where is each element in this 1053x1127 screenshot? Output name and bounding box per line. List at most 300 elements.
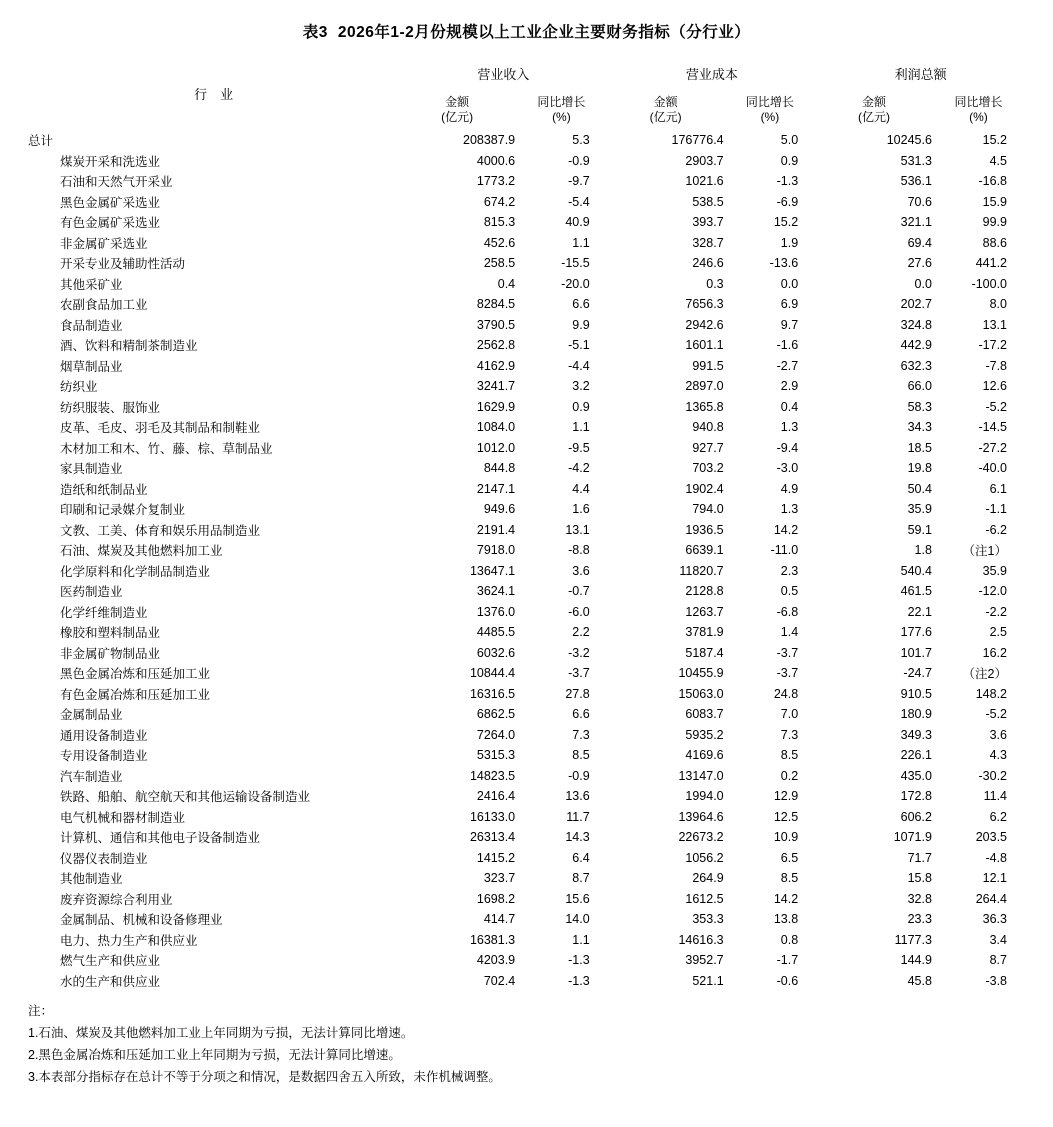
row-cost-growth: 14.2 <box>773 522 799 537</box>
table-row <box>28 622 1025 643</box>
row-profit-growth: 6.2 <box>989 809 1007 824</box>
table-row <box>28 335 1025 356</box>
row-revenue-amount: 815.3 <box>483 215 516 230</box>
row-cost-growth: 0.4 <box>780 399 799 414</box>
table-row <box>28 315 1025 336</box>
row-revenue-growth: -0.7 <box>568 584 590 599</box>
row-cost-growth: 6.9 <box>780 297 799 312</box>
row-cost-growth: 13.8 <box>773 912 799 927</box>
row-revenue-amount: 1415.2 <box>476 850 516 865</box>
table-row <box>28 212 1025 233</box>
row-profit-growth: 6.1 <box>989 481 1007 496</box>
row-revenue-growth: -5.1 <box>568 338 590 353</box>
row-profit-growth: -3.8 <box>985 973 1007 988</box>
row-cost-amount: 14616.3 <box>678 932 724 947</box>
row-cost-growth: -11.0 <box>770 543 799 558</box>
row-profit-amount: 540.4 <box>900 563 932 578</box>
row-cost-amount: 5935.2 <box>685 727 724 742</box>
subheader-amount-line1: 金额 <box>445 95 470 109</box>
row-profit-amount: 69.4 <box>907 235 932 250</box>
row-revenue-amount: 6862.5 <box>476 707 516 722</box>
table-body <box>28 130 1025 991</box>
row-revenue-growth: 3.6 <box>572 563 590 578</box>
row-cost-growth: -1.3 <box>776 174 799 189</box>
row-cost-amount: 3781.9 <box>685 625 724 640</box>
row-profit-amount: 1177.3 <box>894 932 932 947</box>
row-profit-amount: 324.8 <box>900 317 932 332</box>
row-profit-growth: 148.2 <box>975 686 1007 701</box>
row-profit-growth: -16.8 <box>978 174 1007 189</box>
row-industry-name: 计算机、通信和其他电子设备制造业 <box>60 831 261 846</box>
row-industry-name: 开采专业及辅助性活动 <box>60 257 186 272</box>
table-row <box>28 274 1025 295</box>
row-profit-amount: 45.8 <box>907 973 932 988</box>
row-cost-amount: 1994.0 <box>685 789 724 804</box>
row-profit-growth: 11.4 <box>983 789 1007 804</box>
row-revenue-amount: 258.5 <box>483 256 516 271</box>
subheader-amount-line2: (亿元) <box>649 110 682 124</box>
row-profit-amount: 50.4 <box>907 481 932 496</box>
row-cost-growth: 12.5 <box>773 809 799 824</box>
table-row <box>28 438 1025 459</box>
subheader-revenue-amount <box>399 90 515 130</box>
row-profit-growth: （注2） <box>962 667 1007 682</box>
table-row <box>28 971 1025 992</box>
row-cost-amount: 794.0 <box>692 502 724 517</box>
row-industry-name: 化学纤维制造业 <box>60 605 148 620</box>
row-industry-name: 通用设备制造业 <box>60 728 148 743</box>
row-cost-growth: 7.3 <box>780 727 799 742</box>
row-cost-growth: 0.0 <box>780 276 799 291</box>
row-industry-name: 皮革、毛皮、羽毛及其制品和制鞋业 <box>60 421 261 436</box>
row-profit-growth: 264.4 <box>975 891 1007 906</box>
notes-header: 注： <box>28 1004 54 1018</box>
row-industry-name: 电力、热力生产和供应业 <box>60 933 198 948</box>
row-revenue-growth: 9.9 <box>572 317 590 332</box>
row-profit-growth: 99.9 <box>982 215 1007 230</box>
row-cost-growth: 8.5 <box>780 748 799 763</box>
group-header-revenue: 营业收入 <box>477 66 530 82</box>
row-revenue-amount: 1773.2 <box>476 174 516 189</box>
row-profit-growth: -5.2 <box>985 399 1007 414</box>
row-revenue-amount: 3790.5 <box>476 317 516 332</box>
row-revenue-growth: 2.2 <box>572 625 590 640</box>
table-row <box>28 233 1025 254</box>
row-revenue-amount: 1629.9 <box>476 399 516 414</box>
row-industry-name: 金属制品、机械和设备修理业 <box>60 913 223 928</box>
table-row <box>28 725 1025 746</box>
row-cost-growth: 0.5 <box>780 584 799 599</box>
row-industry-name: 造纸和纸制品业 <box>60 482 148 497</box>
row-revenue-amount: 1012.0 <box>476 440 516 455</box>
row-industry-name: 水的生产和供应业 <box>60 974 161 989</box>
row-profit-growth: 3.6 <box>989 727 1007 742</box>
row-cost-growth: -13.6 <box>769 256 799 271</box>
title-text: 2026年1-2月份规模以上工业企业主要财务指标（分行业） <box>337 24 751 41</box>
table-row <box>28 417 1025 438</box>
row-industry-name: 仪器仪表制造业 <box>60 851 148 866</box>
row-profit-amount: 910.5 <box>900 686 932 701</box>
row-revenue-growth: -5.4 <box>568 194 590 209</box>
row-revenue-growth: -20.0 <box>561 276 590 291</box>
row-cost-growth: 1.3 <box>780 420 799 435</box>
row-cost-growth: 10.9 <box>773 830 799 845</box>
row-cost-growth: 8.5 <box>780 871 799 886</box>
row-cost-growth: 15.2 <box>773 215 799 230</box>
row-profit-growth: -30.2 <box>978 768 1007 783</box>
row-cost-growth: 7.0 <box>780 707 799 722</box>
row-profit-amount: 0.0 <box>914 276 932 291</box>
subheader-revenue-growth <box>515 90 608 130</box>
row-profit-growth: 15.2 <box>982 133 1007 148</box>
row-cost-growth: -0.6 <box>776 973 799 988</box>
row-profit-amount: -24.7 <box>903 666 932 681</box>
industry-header-text: 行 业 <box>194 86 234 102</box>
note-item: 1.石油、煤炭及其他燃料加工业上年同期为亏损，无法计算同比增速。 <box>28 1025 414 1040</box>
row-cost-amount: 1612.5 <box>685 891 724 906</box>
row-revenue-growth: 1.1 <box>572 235 590 250</box>
row-cost-growth: 9.7 <box>780 317 799 332</box>
table-row <box>28 499 1025 520</box>
table-row <box>28 930 1025 951</box>
row-cost-amount: 15063.0 <box>678 686 724 701</box>
row-revenue-growth: -9.7 <box>568 174 590 189</box>
row-industry-name: 石油、煤炭及其他燃料加工业 <box>60 544 223 559</box>
row-profit-growth: 88.6 <box>982 235 1007 250</box>
row-profit-growth: -14.5 <box>978 420 1007 435</box>
table-row <box>28 807 1025 828</box>
row-revenue-amount: 844.8 <box>483 461 516 476</box>
row-profit-growth: 4.3 <box>989 748 1007 763</box>
row-industry-name: 文教、工美、体育和娱乐用品制造业 <box>60 523 261 538</box>
row-profit-growth: 2.5 <box>989 625 1007 640</box>
row-cost-amount: 1936.5 <box>685 522 724 537</box>
row-profit-amount: 32.8 <box>907 891 932 906</box>
table-row <box>28 684 1025 705</box>
row-industry-name: 食品制造业 <box>60 318 123 333</box>
row-profit-amount: 15.8 <box>907 871 932 886</box>
row-cost-amount: 13147.0 <box>678 768 724 783</box>
row-cost-amount: 538.5 <box>692 194 724 209</box>
row-revenue-amount: 452.6 <box>483 235 516 250</box>
table-number: 表3 <box>302 24 328 41</box>
table-row <box>28 458 1025 479</box>
row-profit-growth: 35.9 <box>982 563 1007 578</box>
row-profit-growth: -7.8 <box>985 358 1007 373</box>
table-row <box>28 479 1025 500</box>
row-profit-growth: 4.5 <box>989 153 1007 168</box>
row-cost-amount: 22673.2 <box>678 830 724 845</box>
row-profit-growth: 441.2 <box>975 256 1007 271</box>
row-cost-amount: 7656.3 <box>685 297 724 312</box>
row-industry-name: 电气机械和器材制造业 <box>60 810 186 825</box>
row-profit-amount: 536.1 <box>900 174 932 189</box>
row-industry-name: 其他采矿业 <box>60 277 123 292</box>
row-industry-name: 非金属矿采选业 <box>60 236 148 251</box>
row-cost-amount: 927.7 <box>692 440 724 455</box>
table-row <box>28 171 1025 192</box>
row-cost-amount: 4169.6 <box>685 748 724 763</box>
row-cost-amount: 1601.1 <box>685 338 724 353</box>
row-cost-growth: -3.0 <box>776 461 799 476</box>
row-profit-amount: 1.8 <box>914 543 932 558</box>
row-cost-growth: 4.9 <box>780 481 799 496</box>
row-cost-growth: 0.2 <box>780 768 799 783</box>
row-cost-growth: -1.7 <box>776 953 799 968</box>
row-cost-amount: 6083.7 <box>685 707 724 722</box>
table-row <box>28 253 1025 274</box>
row-cost-amount: 521.1 <box>692 973 724 988</box>
row-revenue-amount: 5315.3 <box>476 748 516 763</box>
table-row <box>28 643 1025 664</box>
row-revenue-amount: 16381.3 <box>469 932 516 947</box>
row-profit-growth: -6.2 <box>985 522 1007 537</box>
row-cost-amount: 11820.7 <box>679 563 724 578</box>
subheader-growth-line2: (%) <box>552 110 571 124</box>
row-profit-amount: 177.6 <box>900 625 932 640</box>
row-revenue-growth: -8.8 <box>568 543 590 558</box>
row-cost-amount: 2128.8 <box>685 584 724 599</box>
row-revenue-growth: -4.2 <box>568 461 590 476</box>
row-cost-amount: 5187.4 <box>685 645 724 660</box>
table-row <box>28 151 1025 172</box>
row-revenue-amount: 4000.6 <box>476 153 516 168</box>
industry-column-header <box>28 56 399 130</box>
group-header-profit: 利润总额 <box>894 66 947 82</box>
table-row <box>28 827 1025 848</box>
row-industry-name: 印刷和记录媒介复制业 <box>60 503 186 518</box>
row-revenue-amount: 2191.4 <box>476 522 516 537</box>
row-industry-name: 汽车制造业 <box>60 769 123 784</box>
row-profit-growth: 8.0 <box>989 297 1007 312</box>
row-revenue-growth: 7.3 <box>572 727 590 742</box>
row-cost-growth: 2.9 <box>780 379 799 394</box>
row-profit-amount: 59.1 <box>907 522 932 537</box>
row-profit-growth: -5.2 <box>985 707 1007 722</box>
row-cost-amount: 1263.7 <box>685 604 724 619</box>
financial-indicators-table <box>28 56 1025 991</box>
row-profit-amount: 226.1 <box>900 748 932 763</box>
row-cost-growth: 2.3 <box>780 563 799 578</box>
row-cost-amount: 940.8 <box>692 420 724 435</box>
row-profit-amount: 34.3 <box>907 420 932 435</box>
table-row <box>28 520 1025 541</box>
row-cost-growth: 6.5 <box>780 850 799 865</box>
row-profit-amount: 22.1 <box>907 604 932 619</box>
row-revenue-growth: 13.1 <box>565 522 590 537</box>
row-cost-amount: 1902.4 <box>685 481 724 496</box>
table-row <box>28 745 1025 766</box>
row-cost-growth: -3.7 <box>776 666 799 681</box>
row-revenue-growth: 4.4 <box>572 481 590 496</box>
row-revenue-growth: 8.7 <box>572 871 590 886</box>
row-profit-amount: 321.1 <box>900 215 932 230</box>
table-row <box>28 950 1025 971</box>
row-cost-growth: 1.9 <box>780 235 799 250</box>
row-revenue-growth: -1.3 <box>568 953 590 968</box>
table-row <box>28 561 1025 582</box>
row-revenue-growth: -6.0 <box>568 604 590 619</box>
row-revenue-amount: 949.6 <box>483 502 516 517</box>
row-revenue-growth: 1.1 <box>572 932 590 947</box>
row-industry-name: 化学原料和化学制品制造业 <box>60 564 211 579</box>
row-revenue-amount: 414.7 <box>483 912 516 927</box>
subheader-amount-line1: 金额 <box>653 95 678 109</box>
row-revenue-amount: 2562.8 <box>476 338 516 353</box>
row-profit-growth: 16.2 <box>982 645 1007 660</box>
table-row <box>28 848 1025 869</box>
row-cost-amount: 1056.2 <box>685 850 724 865</box>
row-cost-amount: 246.6 <box>692 256 724 271</box>
row-revenue-amount: 1084.0 <box>476 420 516 435</box>
row-revenue-amount: 7264.0 <box>476 727 516 742</box>
table-row <box>28 602 1025 623</box>
row-revenue-growth: 11.7 <box>566 809 590 824</box>
row-cost-growth: -6.9 <box>776 194 799 209</box>
row-revenue-growth: 5.3 <box>572 133 590 148</box>
row-industry-name: 医药制造业 <box>60 585 123 600</box>
row-profit-amount: 531.3 <box>900 153 932 168</box>
row-cost-amount: 353.3 <box>692 912 724 927</box>
row-revenue-amount: 2416.4 <box>476 789 516 804</box>
row-profit-amount: 23.3 <box>907 912 932 927</box>
row-cost-amount: 2942.6 <box>685 317 724 332</box>
row-revenue-growth: -0.9 <box>568 153 590 168</box>
group-header-cost: 营业成本 <box>685 66 738 82</box>
page-title <box>0 0 1053 56</box>
table-row <box>28 397 1025 418</box>
row-cost-growth: 12.9 <box>773 789 799 804</box>
row-revenue-amount: 4162.9 <box>476 358 516 373</box>
row-cost-growth: 0.8 <box>780 932 799 947</box>
row-profit-growth: -4.8 <box>985 850 1007 865</box>
subheader-growth-line2: (%) <box>760 110 780 124</box>
row-cost-growth: 24.8 <box>773 686 799 701</box>
row-industry-name: 酒、饮料和精制茶制造业 <box>60 339 198 354</box>
row-profit-amount: 632.3 <box>900 358 932 373</box>
row-profit-amount: 101.7 <box>900 645 932 660</box>
row-revenue-growth: 0.9 <box>572 399 590 414</box>
row-cost-amount: 2903.7 <box>685 153 724 168</box>
row-industry-name: 废弃资源综合利用业 <box>60 892 173 907</box>
subheader-cost-amount <box>608 90 724 130</box>
row-revenue-growth: -15.5 <box>561 256 590 271</box>
row-revenue-amount: 8284.5 <box>476 297 516 312</box>
note-item: 3.本表部分指标存在总计不等于分项之和情况，是数据四舍五入所致，未作机械调整。 <box>28 1069 501 1084</box>
row-industry-name: 农副食品加工业 <box>60 298 148 313</box>
row-revenue-growth: 27.8 <box>565 686 590 701</box>
row-revenue-amount: 6032.6 <box>476 645 516 660</box>
subheader-profit-amount <box>816 90 932 130</box>
row-revenue-growth: 1.1 <box>572 420 590 435</box>
row-revenue-amount: 3624.1 <box>476 584 516 599</box>
row-cost-amount: 991.5 <box>692 358 724 373</box>
row-cost-amount: 1365.8 <box>685 399 724 414</box>
table-row <box>28 909 1025 930</box>
row-revenue-amount: 702.4 <box>483 973 516 988</box>
row-cost-growth: 14.2 <box>773 891 799 906</box>
row-cost-growth: -3.7 <box>776 645 799 660</box>
row-profit-amount: 18.5 <box>907 440 932 455</box>
row-cost-amount: 3952.7 <box>685 953 724 968</box>
row-revenue-growth: -0.9 <box>568 768 590 783</box>
table-row <box>28 786 1025 807</box>
table-row <box>28 540 1025 561</box>
row-cost-amount: 328.7 <box>692 235 724 250</box>
subheader-cost-growth <box>724 90 817 130</box>
table-row <box>28 356 1025 377</box>
subheader-growth-line2: (%) <box>969 110 988 124</box>
row-revenue-growth: -4.4 <box>568 358 590 373</box>
notes-section <box>0 991 1053 1089</box>
row-revenue-amount: 7918.0 <box>476 543 516 558</box>
row-revenue-amount: 208387.9 <box>463 133 516 148</box>
row-cost-growth: 1.4 <box>780 625 799 640</box>
row-industry-name: 黑色金属冶炼和压延加工业 <box>60 667 211 682</box>
row-industry-name: 煤炭开采和洗选业 <box>60 154 161 169</box>
row-profit-growth: -2.2 <box>985 604 1007 619</box>
row-revenue-amount: 10844.4 <box>469 666 516 681</box>
subheader-amount-line2: (亿元) <box>441 110 474 124</box>
subheader-profit-growth <box>932 90 1025 130</box>
table-row <box>28 294 1025 315</box>
row-industry-name: 石油和天然气开采业 <box>60 175 173 190</box>
table-row <box>28 889 1025 910</box>
row-profit-growth: 13.1 <box>982 317 1007 332</box>
row-profit-growth: -40.0 <box>978 461 1007 476</box>
subheader-growth-line1: 同比增长 <box>537 95 586 109</box>
row-cost-growth: 5.0 <box>780 133 799 148</box>
row-industry-name: 燃气生产和供应业 <box>60 954 161 969</box>
row-industry-name: 木材加工和木、竹、藤、棕、草制品业 <box>60 441 273 456</box>
row-profit-growth: 8.7 <box>989 953 1007 968</box>
row-revenue-amount: 674.2 <box>483 194 516 209</box>
row-profit-growth: -12.0 <box>978 584 1007 599</box>
row-revenue-amount: 323.7 <box>483 871 516 886</box>
row-industry-name: 橡胶和塑料制品业 <box>60 626 161 641</box>
table-row <box>28 130 1025 151</box>
row-cost-growth: -1.6 <box>776 338 799 353</box>
row-profit-amount: 70.6 <box>907 194 932 209</box>
row-profit-amount: 349.3 <box>900 727 932 742</box>
row-revenue-amount: 4203.9 <box>476 953 516 968</box>
row-cost-amount: 0.3 <box>706 276 724 291</box>
table-row <box>28 376 1025 397</box>
row-industry-name: 烟草制品业 <box>60 359 123 374</box>
table-row <box>28 663 1025 684</box>
row-profit-amount: 461.5 <box>900 584 932 599</box>
row-cost-amount: 703.2 <box>692 461 724 476</box>
subheader-amount-line1: 金额 <box>862 95 887 109</box>
row-industry-name: 非金属矿物制品业 <box>60 646 161 661</box>
row-revenue-amount: 0.4 <box>497 276 516 291</box>
row-revenue-growth: -1.3 <box>568 973 590 988</box>
table-header-groups <box>28 56 1025 90</box>
row-profit-growth: 203.5 <box>975 830 1007 845</box>
row-cost-amount: 176776.4 <box>671 133 724 148</box>
row-cost-amount: 6639.1 <box>685 543 724 558</box>
row-revenue-amount: 4485.5 <box>476 625 516 640</box>
row-revenue-growth: 6.6 <box>572 707 590 722</box>
row-profit-growth: -100.0 <box>971 276 1007 291</box>
subheader-growth-line1: 同比增长 <box>745 95 794 109</box>
row-industry-name: 纺织服装、服饰业 <box>60 400 161 415</box>
row-profit-amount: 71.7 <box>907 850 932 865</box>
row-revenue-amount: 16133.0 <box>469 809 516 824</box>
row-cost-growth: -6.8 <box>776 604 799 619</box>
row-profit-amount: 19.8 <box>907 461 932 476</box>
table-row <box>28 704 1025 725</box>
